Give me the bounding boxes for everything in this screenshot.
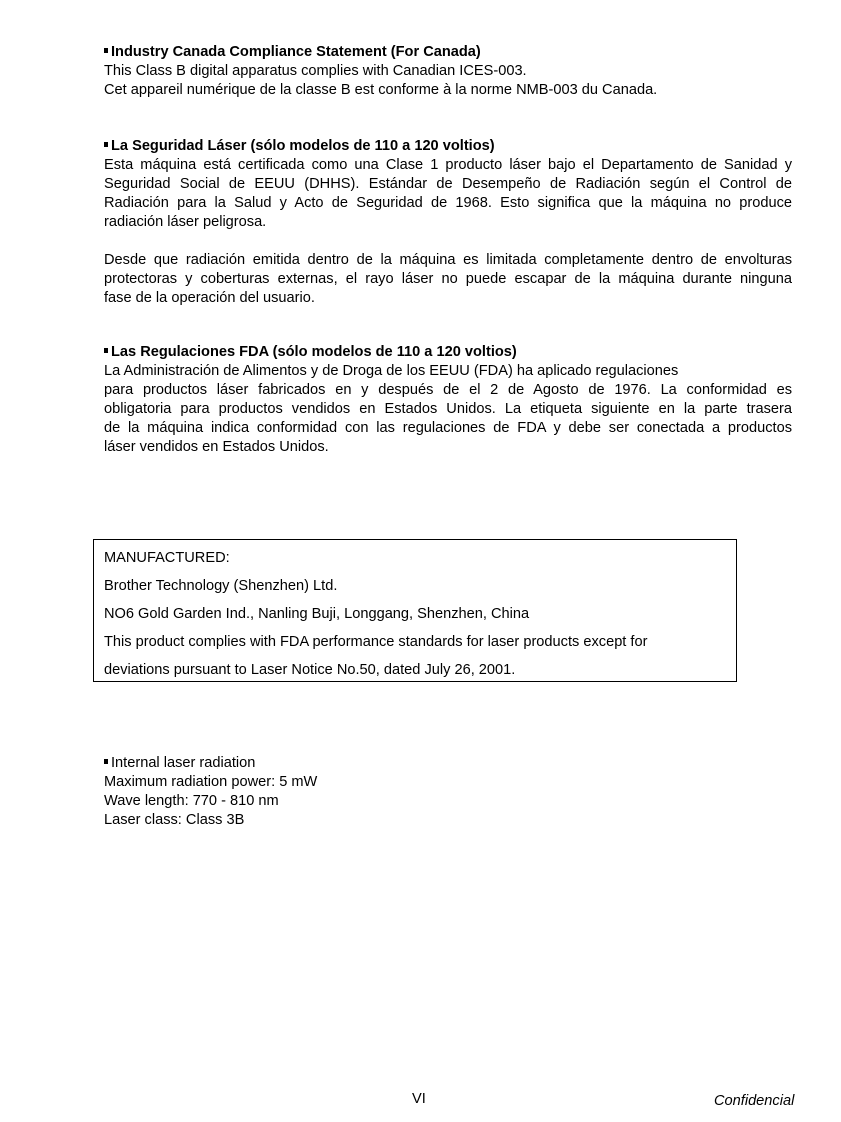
paragraph-gap (104, 232, 792, 251)
label-address: NO6 Gold Garden Ind., Nanling Buji, Longgang, Shenzhen, China (104, 606, 530, 622)
laser-class: Laser class: Class 3B (104, 812, 245, 828)
fda-heading: Las Regulaciones FDA (sólo modelos de 110 a 120 voltios) (104, 343, 792, 362)
laser-safety-p2-line-1: Desde que radiación emitida dentro de la máquina es limitada completamente dentro de envolturas (104, 252, 792, 268)
laser-safety-p1-line-1: Esta máquina está certificada como una Clase 1 producto láser bajo el Departamento de Sanidad y (104, 157, 792, 173)
label-company: Brother Technology (Shenzhen) Ltd. (104, 578, 338, 594)
label-compliance-line-1: This product complies with FDA performance standards for laser products except for (104, 634, 648, 650)
fda-line-3: obligatoria para productos vendidos en Estados Unidos. La etiqueta siguiente en la parte trasera (104, 401, 792, 417)
bullet-icon (104, 759, 108, 764)
fda-line-5: láser vendidos en Estados Unidos. (104, 439, 329, 455)
internal-laser-heading: Internal laser radiation (104, 754, 792, 773)
internal-laser-section (104, 754, 792, 830)
laser-safety-section (104, 137, 792, 308)
page-number: VI (412, 1091, 426, 1107)
laser-safety-p2-line-2: protectoras y coberturas externas, el rayo láser no puede escapar de la máquina durante ninguna (104, 271, 792, 287)
bullet-icon (104, 48, 108, 53)
fda-line-1: La Administración de Alimentos y de Droga de los EEUU (FDA) ha aplicado regulaciones (104, 363, 679, 379)
laser-safety-p2-line-3: fase de la operación del usuario. (104, 290, 315, 306)
canada-section (104, 43, 792, 100)
label-manufactured: MANUFACTURED: (104, 550, 230, 566)
wave-length: Wave length: 770 - 810 nm (104, 793, 279, 809)
max-radiation-power: Maximum radiation power: 5 mW (104, 774, 318, 790)
fda-section (104, 343, 792, 457)
label-compliance-line-2: deviations pursuant to Laser Notice No.50, dated July 26, 2001. (104, 662, 516, 678)
confidential-label: Confidencial (714, 1093, 795, 1109)
bullet-icon (104, 142, 108, 147)
laser-safety-p1-line-2: Seguridad Social de EEUU (DHHS). Estándar de Desempeño de Radiación según el Control de (104, 176, 792, 192)
canada-heading: Industry Canada Compliance Statement (For Canada) (104, 43, 792, 62)
fda-label-box (93, 539, 737, 682)
canada-line-2: Cet appareil numérique de la classe B est conforme à la norme NMB-003 du Canada. (104, 82, 658, 98)
laser-safety-heading: La Seguridad Láser (sólo modelos de 110 a 120 voltios) (104, 137, 792, 156)
fda-line-2: para productos láser fabricados en y después de el 2 de Agosto de 1976. La conformidad es (104, 382, 792, 398)
laser-safety-p1-line-4: radiación láser peligrosa. (104, 214, 267, 230)
bullet-icon (104, 348, 108, 353)
laser-safety-p1-line-3: Radiación para la Salud y Acto de Seguridad de 1968. Esto significa que la máquina no produce (104, 195, 792, 211)
canada-line-1: This Class B digital apparatus complies with Canadian ICES-003. (104, 63, 527, 79)
fda-line-4: de la máquina indica conformidad con las regulaciones de FDA y debe ser conectada a productos (104, 420, 792, 436)
